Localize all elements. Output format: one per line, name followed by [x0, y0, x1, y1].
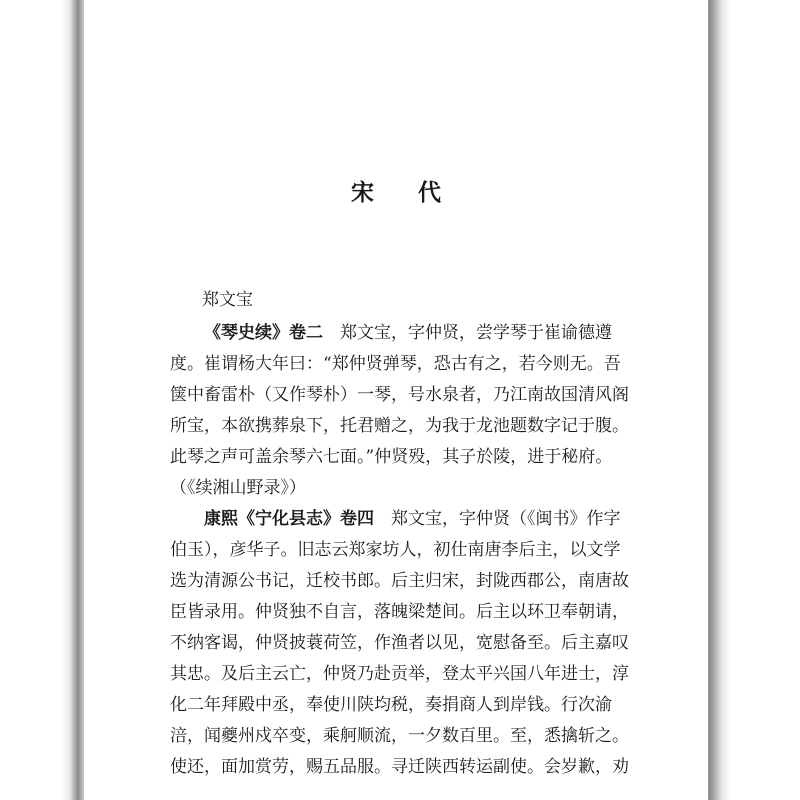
text-line: （《续湘山野录》）: [170, 478, 306, 498]
text-line: 《琴史续》卷二 郑文宝，字仲贤，尝学琴于崔谕德遵: [204, 323, 612, 343]
text-line: 康熙《宁化县志》卷四 郑文宝，字仲贤（《闽书》作字: [204, 509, 621, 529]
section-heading: 郑文宝: [202, 290, 253, 310]
book-edge-shadow-right: [700, 0, 800, 800]
text-line: 涪，闻夔州戍卒变，乘舸顺流，一夕数百里。至，悉擒斩之。: [170, 726, 629, 746]
text-line: 此琴之声可盖余琴六七面。”仲贤殁，其子於陵，进于秘府。: [170, 447, 613, 467]
text-line: 度。崔谓杨大年曰：“郑仲贤弹琴，恐古有之，若今则无。吾: [170, 354, 621, 374]
text-line: 其忠。及后主云亡，仲贤乃赴贡举，登太平兴国八年进士，淳: [170, 664, 629, 684]
text-line: 使还，面加赏劳，赐五品服。寻迁陕西转运副使。会岁歉，劝: [170, 757, 629, 777]
source-citation: 康熙《宁化县志》卷四: [204, 509, 374, 529]
book-gutter-shadow-left: [0, 0, 90, 800]
text-line: 伯玉），彦华子。旧志云郑家坊人，初仕南唐李后主，以文学: [170, 540, 621, 560]
text-line: 不纳客谒，仲贤披蓑荷笠，作渔者以见，宽慰备至。后主嘉叹: [170, 633, 629, 653]
book-page: [84, 0, 708, 800]
text-line: 所宝，本欲携葬泉下，托君赠之，为我于龙池题数字记于腹。: [170, 416, 629, 436]
text-line: 箧中畜雷朴（又作琴朴）一琴，号水泉者，乃江南故国清风阁: [170, 385, 629, 405]
text-line: 化二年拜殿中丞，奉使川陕均税，奏捐商人到岸钱。行次渝: [170, 695, 612, 715]
body-text: [170, 318, 640, 783]
text-line: 选为清源公书记，迁校书郎。后主归宋，封陇西郡公，南唐故: [170, 571, 629, 591]
source-citation: 《琴史续》卷二: [204, 323, 323, 343]
chapter-title: 宋 代: [350, 179, 459, 206]
text-line: 臣皆录用。仲贤独不自言，落魄梁楚间。后主以环卫奉朝请，: [170, 602, 629, 622]
